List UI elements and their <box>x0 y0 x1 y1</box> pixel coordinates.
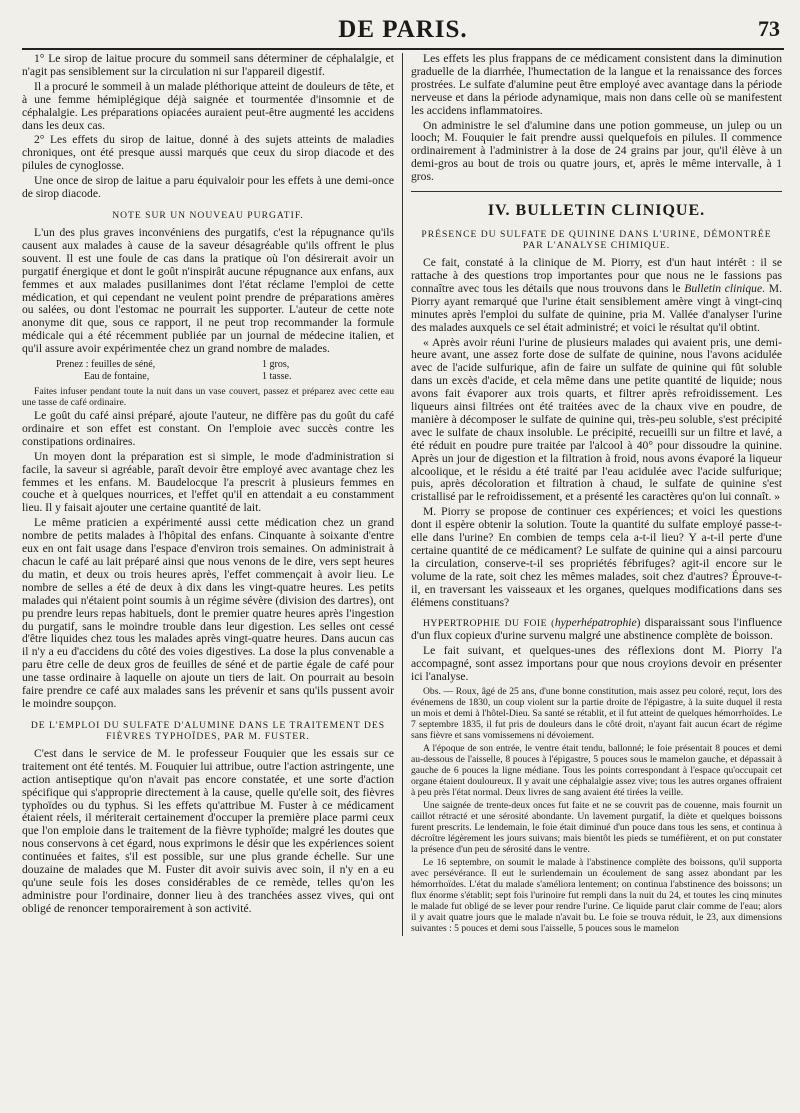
paragraph: L'un des plus graves inconvéniens des purgatifs, c'est la répugnance qu'ils causent aux malades à cause de la saveur désagréable qu'ils offrent le plus souvent. Il est une foule de cas dans la pratique où l'on désirerait avoir un purgatif énergique et dont le goût n'inspirât aucune répugnance aux enfans, aux femmes et aux malades pusillanimes dont l'état réclame l'emploi de cette médication, et qui cependant ne veulent point prendre de préparations amères ou salées, ou dont l'estomac ne pourrait les supporter. L'auteur de cette note anonyme dit que, sous ce rapport, il ne peut trop recommander la formule médicale qui a été récemment publiée par un journal de médecine italien, et qu'il assure avoir expérimentée chez un grand nombre de malades. <box>22 225 394 356</box>
recipe <box>22 359 394 383</box>
recipe-row <box>22 371 394 383</box>
section-heading-alumine: DE L'EMPLOI DU SULFATE D'ALUMINE DANS LE TRAITEMENT DES FIÈVRES TYPHOÏDES, PAR M. FUSTER. <box>30 719 386 742</box>
paragraph: On administre le sel d'alumine dans une potion gommeuse, un julep ou un looch; M. Fouquier le fait prendre aussi quelquefois en pilules. Il commence ordinairement à l'administrer à la dose de 24 grains par jour, qu'il élève à un demi-gros au bout de trois ou quatre jours, et, après le même intervalle, à 1 gros. <box>411 118 782 184</box>
paragraph: Une once de sirop de laitue a paru équivaloir pour les effets à une demi-once de sirop diacode. <box>22 174 394 201</box>
term-italic: hyperhépatrophie <box>554 615 637 629</box>
observation: Le 16 septembre, on soumit le malade à l'abstinence complète des boissons, qu'il supporta avec persévérance. Il eut le surlendemain un écoulement de sang assez abondant par les hémorrhoïdes. L'état du malade s'améliora lentement; on continua l'abstinence des boissons; un flux énorme s'établit; sept fois l'urinoire fut rempli dans la nuit du 24, et toutes les cinq minutes le malade fut obligé de se lever pour rendre l'urine. Ce liquide parut clair comme de l'eau; alors il y avait quatre jours que le malade n'avait bu. Le foie se trouva réduit, le 23, aux dimensions suivantes : 5 pouces et demi sous l'aisselle, 5 pouces sous le mamelon <box>411 857 782 935</box>
observation: A l'époque de son entrée, le ventre était tendu, ballonné; le foie présentait 8 pouces et demi au-dessous de l'aisselle, 8 pouces à l'épigastre, 5 pouces sous le mamelon gauche, et dépassait à gauche de 6 pouces la ligne médiane. Tous les points correspondant à l'espace qu'occupait cet organe étaient douloureux. Il y avait une céphalalgie assez vive; tous les autres organes offraient à peu près l'état normal. Deux livres de sang avaient été tirées la veille. <box>411 743 782 799</box>
recipe-ingredient: Prenez : feuilles de séné, <box>56 359 156 371</box>
recipe-quantity: 1 gros, <box>262 359 290 371</box>
observation: Obs. — Roux, âgé de 25 ans, d'une bonne constitution, mais assez peu coloré, reçut, lors des événemens de 1830, un coup violent sur la partie droite de l'épigastre, à la suite duquel il resta un mois et demi à l'hôtel-Dieu. Sa santé se rétablit, et il fut atteint de quelques hémorrhoïdes. Le 7 septembre 1835, il fut pris de douleurs dans le côté droit, n'ayant fait aucun écart de régime sans fièvre et sans vomissemens ni dévoiement. <box>411 686 782 742</box>
paragraph <box>411 257 782 334</box>
text-run: HYPERTROPHIE DU FOIE ( <box>423 617 555 629</box>
recipe-ingredient: Eau de fontaine, <box>84 371 150 383</box>
article-heading-quinine: PRÉSENCE DU SULFATE DE QUININE DANS L'URINE, DÉMONTRÉE PAR L'ANALYSE CHIMIQUE. <box>421 229 772 252</box>
text-run: Ce fait, constaté à la clinique de M. Piorry, est d'un haut intérêt : il se rattache à des questions trop importantes pour que nous ne le fassions pas connaître avec tous les détails que nous trouvons dans le <box>411 256 782 295</box>
text-run: . M. Piorry ayant remarqué que l'urine était sensiblement amère vingt à vingt-cinq minutes après l'emploi du sulfate de quinine, pria M. Vallée d'analyser l'urine des malades auxquels ce sel était administré; et voici le résultat qu'il obtint. <box>411 281 782 334</box>
section-heading-purgatif: NOTE SUR UN NOUVEAU PURGATIF. <box>112 209 304 221</box>
section-divider <box>411 191 782 192</box>
section-heading-bulletin: IV. BULLETIN CLINIQUE. <box>487 202 706 220</box>
recipe-row <box>22 359 394 371</box>
right-column <box>402 53 782 936</box>
left-column <box>22 53 402 918</box>
quotation: « Après avoir réuni l'urine de plusieurs malades qui avaient pris, une demi-heure avant, une assez forte dose de sulfate de quinine, nous l'avons acidulée avec de l'acide sulfurique, afin de faire un sulfate de quinine qui fût soluble dans un excès d'acide, et cela même dans une petite quantité de liquide; nous avons fait évaporer aux trois quarts, et filtrer après refroidissement. Les liqueurs ainsi filtrées ont été traitées avec de la chaux vive en poudre, de manière à décomposer le sulfate de quinine qui, très-peu soluble, s'est précipité avec le sulfate de chaux insoluble. Le précipité, recueilli sur un filtre et lavé, a été réduit en poudre pure traitée par l'alcool à 40° pour dissoudre la quinine. Après un jour de digestion et la filtration à froid, nous avons évaporé la liqueur alcoolique, et le résidu a été traité par l'eau acidulée avec l'acide sulfurique; puis, après décoloration et filtration à chaud, le sulfate de quinine s'est cristallisé par le refroidissement, et a présenté les caractères qu'on lui connaît. » <box>411 335 782 504</box>
running-title: DE PARIS. <box>338 16 468 43</box>
recipe-quantity: 1 tasse. <box>262 371 292 383</box>
observation: Une saignée de trente-deux onces fut faite et ne se couvrit pas de couenne, mais fournit un caillot rétracté et une sérosité abondante. Un lavement purgatif, la diète et quelques boissons furent prescrits. Le lendemain, le foie était diminué d'un pouce dans tous les sens, et continua à décroître légèrement les jours suivans; mais bientôt les pieds se tuméfièrent, et on put constater la présence d'un peu de sérosité dans le ventre. <box>411 800 782 856</box>
paragraph: Il a procuré le sommeil à un malade pléthorique atteint de douleurs de tête, et à une femme hémiplégique déjà saignée et tourmentée d'insomnie et de céphalalgie. Les préparations opiacées auraient peut-être augmenté les accidens dans les deux cas. <box>22 79 394 132</box>
paragraph: Un moyen dont la préparation est si simple, le mode d'administration si facile, la saveur si agréable, paraît devoir être employé avec avantage chez les femmes et les enfans. M. Baudelocque l'a prescrit à plusieurs femmes en couche et à quelques nourrices, et l'effet qu'il en attendait a eu constamment lieu. Il y faisait ajouter une certaine quantité de lait. <box>22 449 394 515</box>
paragraph: 1° Le sirop de laitue procure du sommeil sans déterminer de céphalalgie, et n'agit pas sensiblement sur la circulation ni sur l'appareil digestif. <box>22 52 394 78</box>
article-heading-hypertrophie <box>411 617 782 644</box>
two-column-body <box>22 53 784 936</box>
paragraph: Le fait suivant, et quelques-unes des réflexions dont M. Piorry l'a accompagné, sont assez importans pour que nous croyions devoir en présenter ici l'analyse. <box>411 644 782 684</box>
page-header <box>22 14 784 50</box>
journal-title: Bulletin clinique <box>684 281 763 295</box>
recipe-instructions: Faites infuser pendant toute la nuit dans un vase couvert, passez et préparez avec cette eau une tasse de café ordinaire. <box>22 386 394 409</box>
paragraph: Le goût du café ainsi préparé, ajoute l'auteur, ne diffère pas du goût du café ordinaire et son effet est constant. On l'emploie avec succès contre les constipations ordinaires. <box>22 409 394 448</box>
paragraph: C'est dans le service de M. le professeur Fouquier que les essais sur ce traitement ont été tentés. M. Fouquier lui attribue, outre l'action astringente, une action antiseptique qu'on n'avait pas encore constatée, et une sorte d'action spécifique qui s'approprie directement à la cause, quelle qu'elle soit, des fièvres typhoïdes ou du typhus. Si les effets qu'attribue M. Fuster à ce médicament étaient réels, il mériterait certainement d'occuper la première place parmi ceux que l'on emploie dans le traitement de la fièvre typhoïde; malgré les doutes que nous conservons à cet égard, nous exprimons le désir que les expériences soient continuées et faites, s'il est possible, sur une plus grande échelle. Sur une douzaine de malades que M. Fuster dit avoir suivis avec soin, il n'y en a eu qu'une seule fois les doses considérables de ce remède, telles qu'on les administre pour l'ordinaire, donner lieu à des tranchées assez vives, qui ont obligé de renoncer temporairement à son activité. <box>22 746 394 915</box>
paragraph: Les effets les plus frappans de ce médicament consistent dans la diminution graduelle de la diarrhée, l'humectation de la langue et la renaissance des forces prostrées. Le sulfate d'alumine peut être employé avec avantage dans la période nerveuse et dans la période adynamique, mais non dans celle où se manifestent les accidens inflammatoires. <box>411 52 782 117</box>
page-number: 73 <box>758 16 780 41</box>
paragraph: 2° Les effets du sirop de laitue, donné à des sujets atteints de maladies chroniques, ont été presque aussi marqués que ceux du sirop diacode et des pilules de cynoglosse. <box>22 133 394 173</box>
paragraph: Le même praticien a expérimenté aussi cette médication chez un grand nombre de petits malades à l'hôpital des enfans. Cinquante à soixante d'entre eux en ont fait usage dans l'espace d'environ trois semaines. On administrait à chacun le café au lait préparé ainsi que nous venons de le dire, vers sept heures du matin, et deux ou trois heures après, l'effet commençait à avoir lieu. Le nombre de selles a été de deux à dix dans les vingt-quatre heures. Les petits malades qui n'étaient point soumis à un régime sévère (division des dartres), ont pu prendre leurs repas habituels, dont le premier quatre heures après l'ingestion du purgatif, sans le moindre trouble dans leur digestion. Les selles ont cessé d'être liquides chez tous les malades après vingt-quatre heures. Dans aucun cas il n'y a eu d'accidens du côté des voies digestives. La dose la plus convenable a paru être celle de deux gros de feuilles de séné et de partie égale de café pour une tasse ordinaire à laquelle on ajoute un tiers de lait. On pourrait au besoin faire prendre ce café aux malades sans les prévenir et sans qu'ils pussent avoir le moindre soupçon. <box>22 516 394 710</box>
paragraph: M. Piorry se propose de continuer ces expériences; et voici les questions dont il espère obtenir la solution. Toute la quantité du sulfate employé passe-t-elle dans l'urine? En combien de temps cela a-t-il lieu? Y a-t-il perte d'une certaine quantité de ce médicament? Le sulfate de quinine qui a ainsi parcouru la circulation, conserve-t-il ses propriétés fébrifuges? agit-il encore sur le volume de la rate, soit chez les mêmes malades, soit chez d'autres? Éprouve-t-il, en traversant les vaisseaux et les organes, quelques modifications dans ses élémens constituans? <box>411 505 782 609</box>
text-run: ) disparaissant sous l'influence d'un flux copieux d'urine survenu malgré une abstinence complète de boisson. <box>411 615 782 643</box>
